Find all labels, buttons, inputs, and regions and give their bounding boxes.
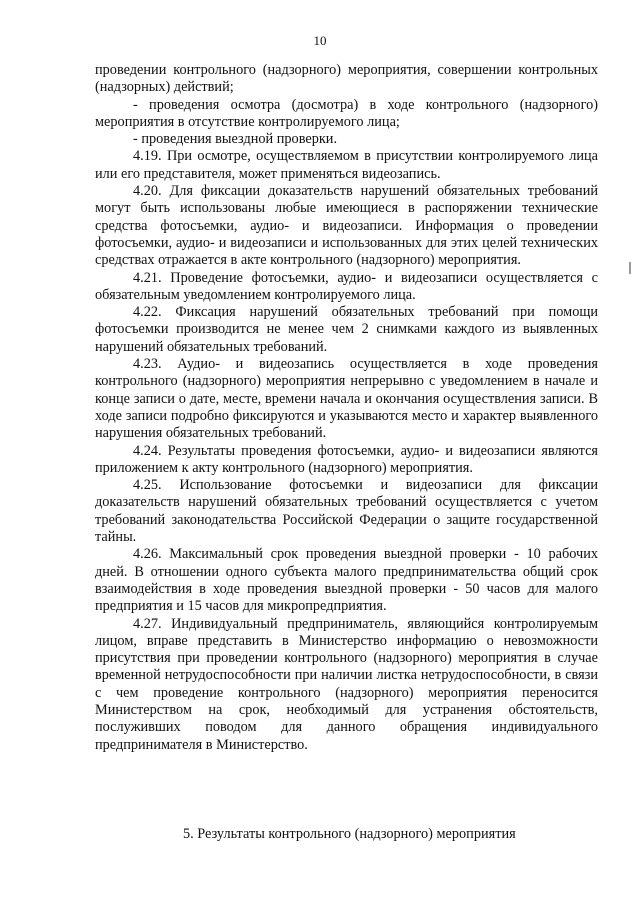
document-body [95, 62, 598, 754]
clause-4-26: 4.26. Максимальный срок проведения выездной проверки - 10 рабочих дней. В отношении одного субъекта малого предпринимательства общий срок взаимодействия в ходе проведения выездной проверки - 50 часов для малого предприятия и 15 часов для микропредприятия. [95, 546, 598, 615]
clause-4-24: 4.24. Результаты проведения фотосъемки, аудио- и видеозаписи являются приложением к акту контрольного (надзорного) мероприятия. [95, 442, 598, 476]
paragraph-onsite-check: - проведения выездной проверки. [133, 131, 338, 148]
page-number: 10 [313, 33, 327, 48]
clause-4-19: 4.19. При осмотре, осуществляемом в присутствии контролируемого лица или его представителя, может применяться видеозапись. [95, 148, 598, 182]
clause-4-21: 4.21. Проведение фотосъемки, аудио- и видеозаписи осуществляется с обязательным уведомлением контролируемого лица. [95, 269, 598, 303]
scan-edge-mark [629, 262, 631, 274]
clause-4-23: 4.23. Аудио- и видеозапись осуществляется в ходе проведения контрольного (надзорного) мероприятия непрерывно с уведомлением в начале и конце записи о дате, месте, времени начала и окончания осуществления записи. В ходе записи подробно фиксируются и указываются место и характер выявленного нарушения обязательных требований. [95, 356, 598, 442]
clause-4-27: 4.27. Индивидуальный предприниматель, являющийся контролируемым лицом, вправе представить в Министерство информацию о невозможности присутствия при проведении контрольного (надзорного) мероприятия в случае временной нетрудоспособности при наличии листка нетрудоспособности, в связи с чем проведение контрольного (надзорного) мероприятия переносится Министерством на срок, необходимый для устранения обстоятельств, послуживших поводом для данного обращения индивидуального предпринимателя в Министерство. [95, 615, 598, 753]
paragraph-continuation: проведении контрольного (надзорного) мероприятия, совершении контрольных (надзорных) действий; [95, 62, 598, 96]
section-heading: 5. Результаты контрольного (надзорного) мероприятия [183, 826, 516, 842]
clause-4-25: 4.25. Использование фотосъемки и видеозаписи для фиксации доказательств нарушений обязательных требований осуществляется с учетом требований законодательства Российской Федерации о защите государственной тайны. [95, 477, 598, 546]
clause-4-22: 4.22. Фиксация нарушений обязательных требований при помощи фотосъемки производится не менее чем 2 снимками каждого из выявленных нарушений обязательных требований. [95, 304, 598, 355]
clause-4-20: 4.20. Для фиксации доказательств нарушений обязательных требований могут быть использованы любые имеющиеся в распоряжении технические средства фотосъемки, аудио- и видеозаписи. Информация о проведении фотосъемки, аудио- и видеозаписи и использованных для этих целей технических средствах отражается в акте контрольного (надзорного) мероприятия. [95, 183, 598, 269]
paragraph-inspection-absence: - проведения осмотра (досмотра) в ходе контрольного (надзорного) мероприятия в отсутствие контролируемого лица; [95, 96, 598, 130]
